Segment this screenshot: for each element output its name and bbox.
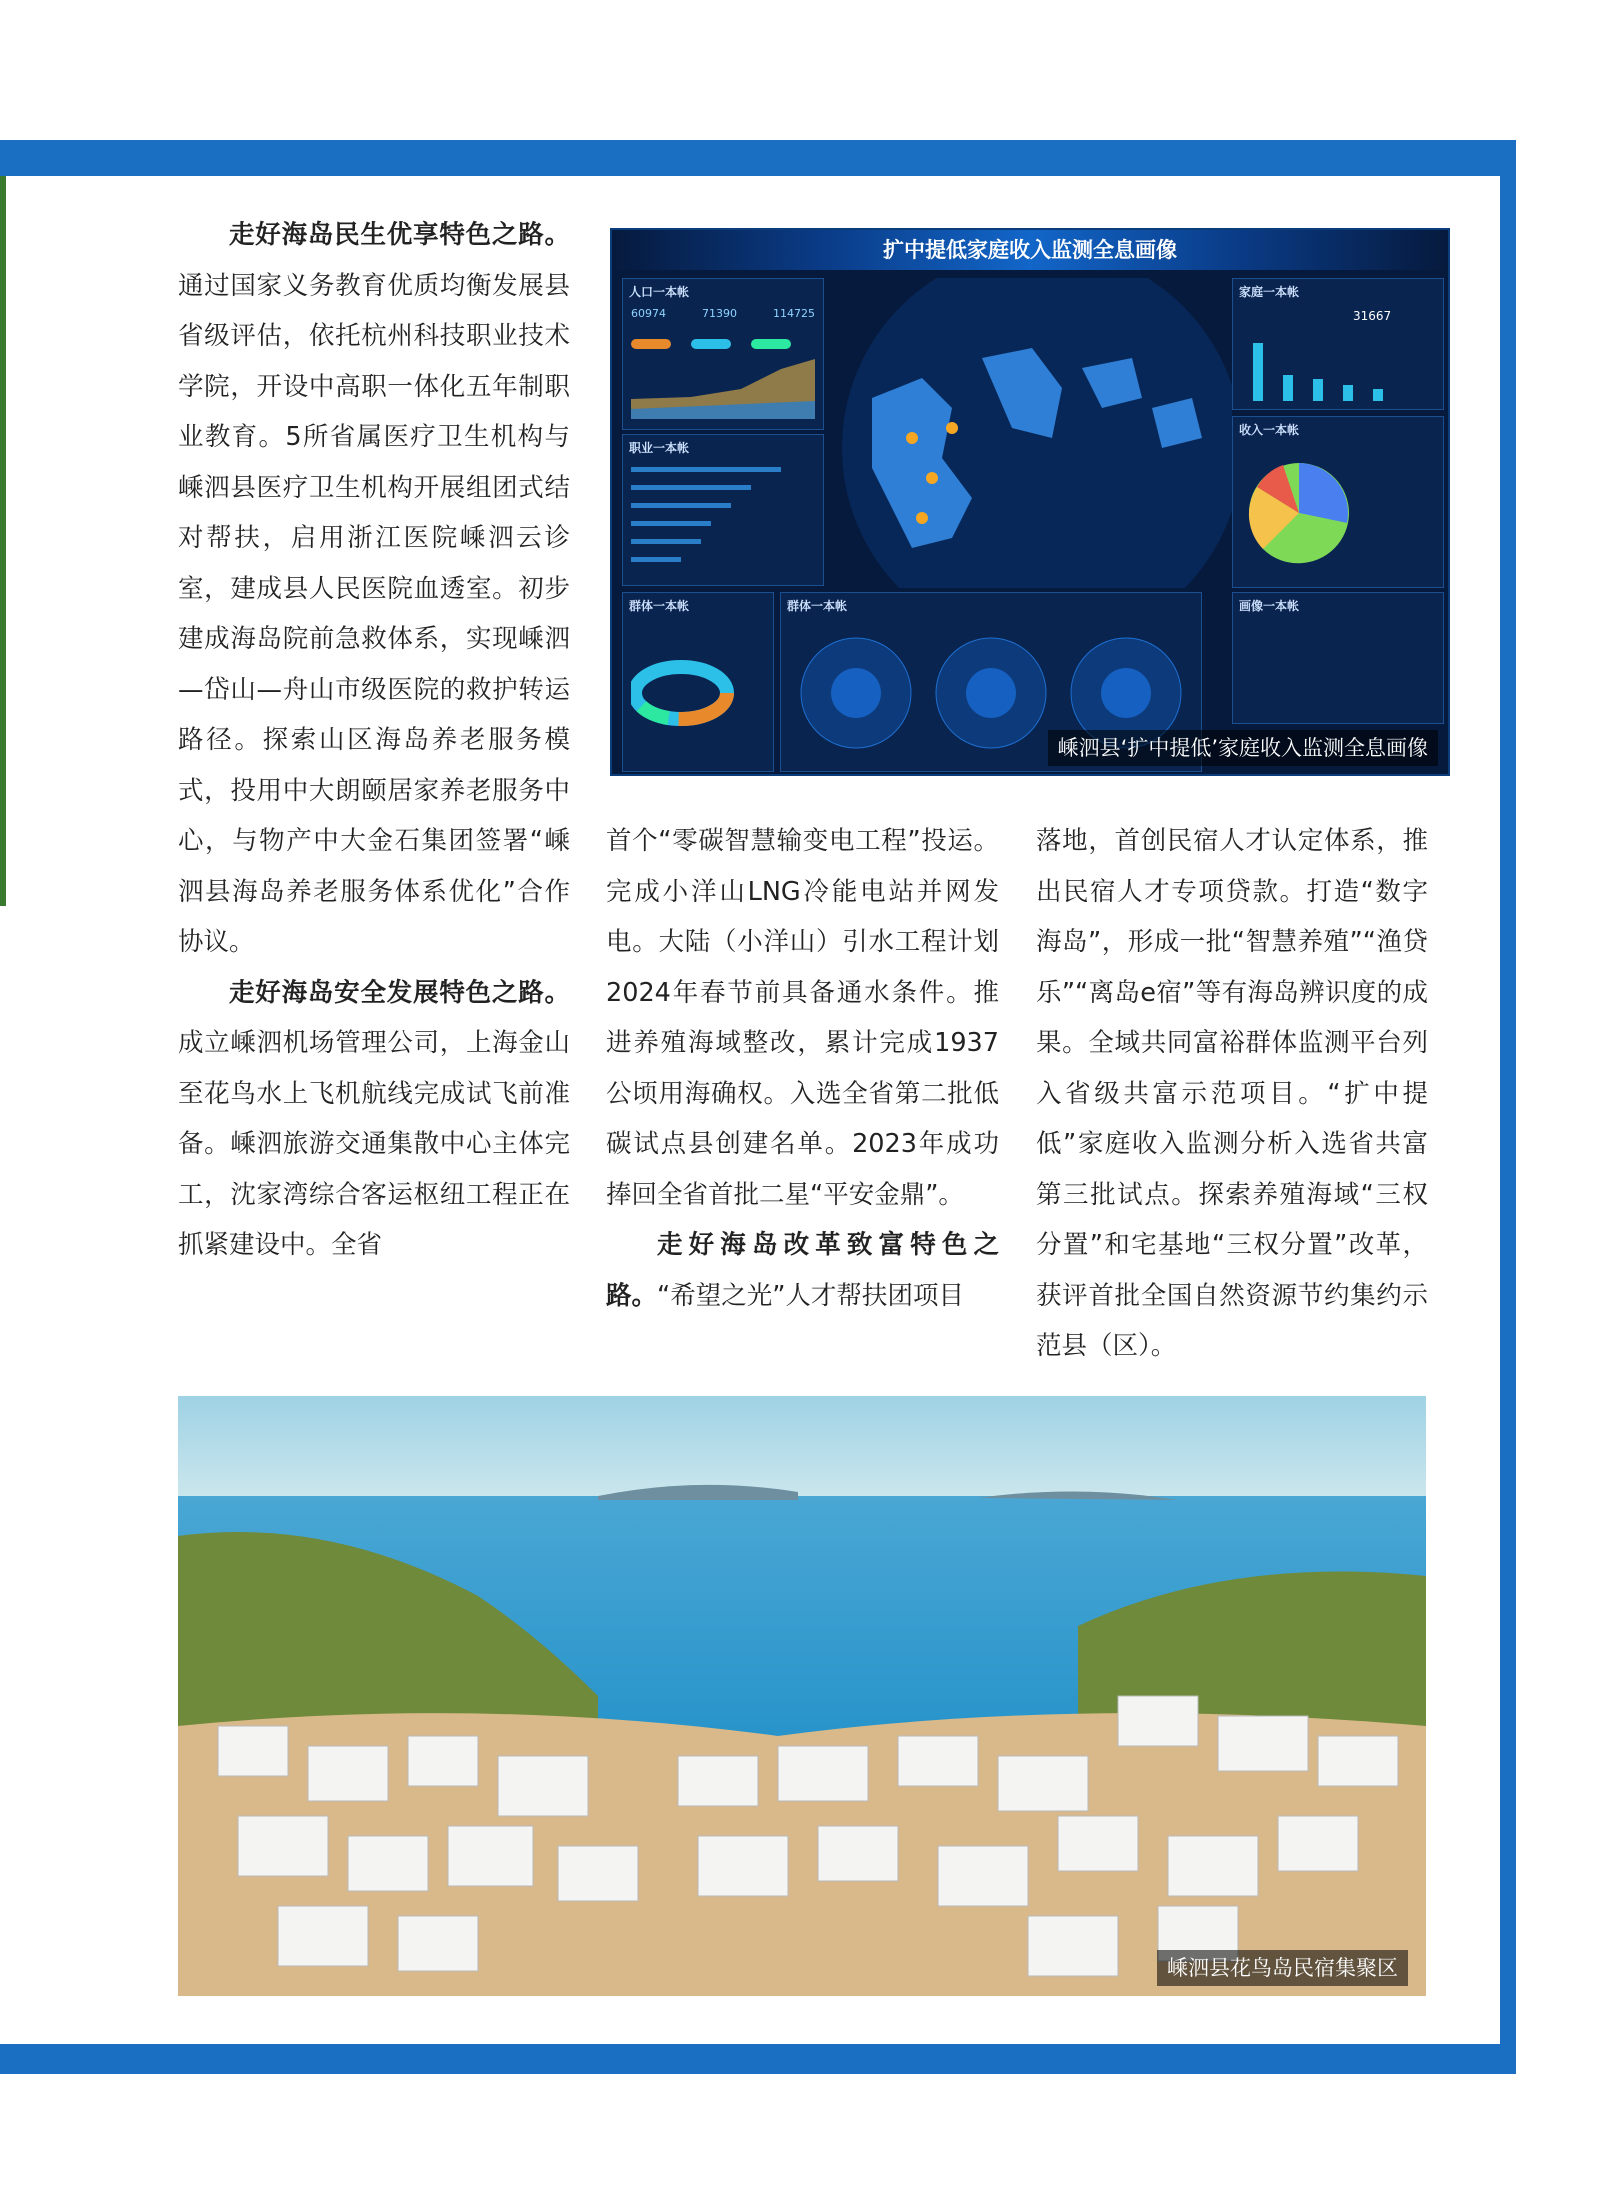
employment-bars [631,461,815,579]
heading-livelihood: 走好海岛民生优享特色之路。 [229,220,570,250]
paragraph-safety-cont: 首个“零碳智慧输变电工程”投运。完成小洋山LNG冷能电站并网发电。大陆（小洋山）引水工程计划2024年春节前具备通水条件。推进养殖海域整改，累计完成1937公顷用海确权。入选全省第二批低碳试点县创建名单。2023年成功捧回全省首批二星“平安金鼎”。 [606,826,999,1210]
panel-portrait [1232,592,1444,724]
island-photo [178,1396,1426,1996]
family-count: 31667 [1353,309,1392,323]
photo-caption: 嵊泗县花鸟岛民宿集聚区 [1157,1950,1408,1986]
panel-population-title: 人口一本帐 [629,285,690,299]
text-reform: “希望之光”人才帮扶团项目 [657,1280,964,1311]
frame-bottom-bar [0,2044,1516,2074]
text-safety: 成立嵊泗机场管理公司，上海金山至花鸟水上飞机航线完成试飞前准备。嵊泗旅游交通集散中心主体完工，沈家湾综合客运枢纽工程正在抓紧建设中。全省 [178,1028,570,1260]
text-livelihood: 通过国家义务教育优质均衡发展县省级评估，依托杭州科技职业技术学院，开设中高职一体化五年制职业教育。5所省属医疗卫生机构与嵊泗县医疗卫生机构开展组团式结对帮扶，启用浙江医院嵊泗云诊室，建成县人民医院血透室。初步建成海岛院前急救体系，实现嵊泗—岱山—舟山市级医院的救护转运路径。探索山区海岛养老服务模式，投用中大朗颐居家养老服务中心，与物产中大金石集团签署“嵊泗县海岛养老服务体系优化”合作协议。 [178,270,570,957]
heading-reform: 走好海岛改革致富特色之路。 [606,1230,999,1311]
panel-group-left-title: 群体一本帐 [629,599,690,613]
paragraph-livelihood [178,210,570,968]
text-column-1 [178,210,570,1271]
paragraph-safety [178,968,570,1271]
panel-population [622,278,824,430]
left-edge-tab [0,176,6,906]
dashboard-image [610,228,1450,776]
family-bar-chart [1243,335,1433,401]
panel-employment-title: 职业一本帐 [629,441,690,455]
population-stat-1: 60974 [631,307,666,320]
panel-family-title: 家庭一本帐 [1239,285,1300,299]
panel-group-left [622,592,774,772]
frame-top-bar [0,140,1516,176]
panel-group-right-title: 群体一本帐 [787,599,848,613]
text-column-2 [606,816,999,1321]
panel-income [1232,416,1444,588]
panel-income-title: 收入一本帐 [1239,423,1300,437]
panel-portrait-title: 画像一本帐 [1239,599,1300,613]
paragraph-reform [606,1220,999,1321]
frame-right-bar [1500,140,1516,2074]
group-donut-chart [631,633,767,753]
dashboard-title: 扩中提低家庭收入监测全息画像 [612,230,1448,270]
population-stat-3: 114725 [773,307,815,320]
population-stat-2: 71390 [702,307,737,320]
dashboard-caption: 嵊泗县‘扩中提低’家庭收入监测全息画像 [1048,730,1438,766]
panel-employment [622,434,824,586]
income-pie-chart [1243,457,1363,577]
paragraph-reform-cont: 落地，首创民宿人才认定体系，推出民宿人才专项贷款。打造“数字海岛”，形成一批“智慧养殖”“渔贷乐”“离岛e宿”等有海岛辨识度的成果。全域共同富裕群体监测平台列入省级共富示范项目。“扩中提低”家庭收入监测分析入选省共富第三批试点。探索养殖海域“三权分置”和宅基地“三权分置”改革，获评首批全国自然资源节约集约示范县（区）。 [1036,826,1428,1361]
population-area-chart [631,339,815,419]
island-map [832,278,1232,588]
heading-safety: 走好海岛安全发展特色之路。 [229,977,570,1008]
text-column-3 [1036,816,1428,1372]
island-photo-illustration [178,1396,1426,1996]
panel-family [1232,278,1444,410]
